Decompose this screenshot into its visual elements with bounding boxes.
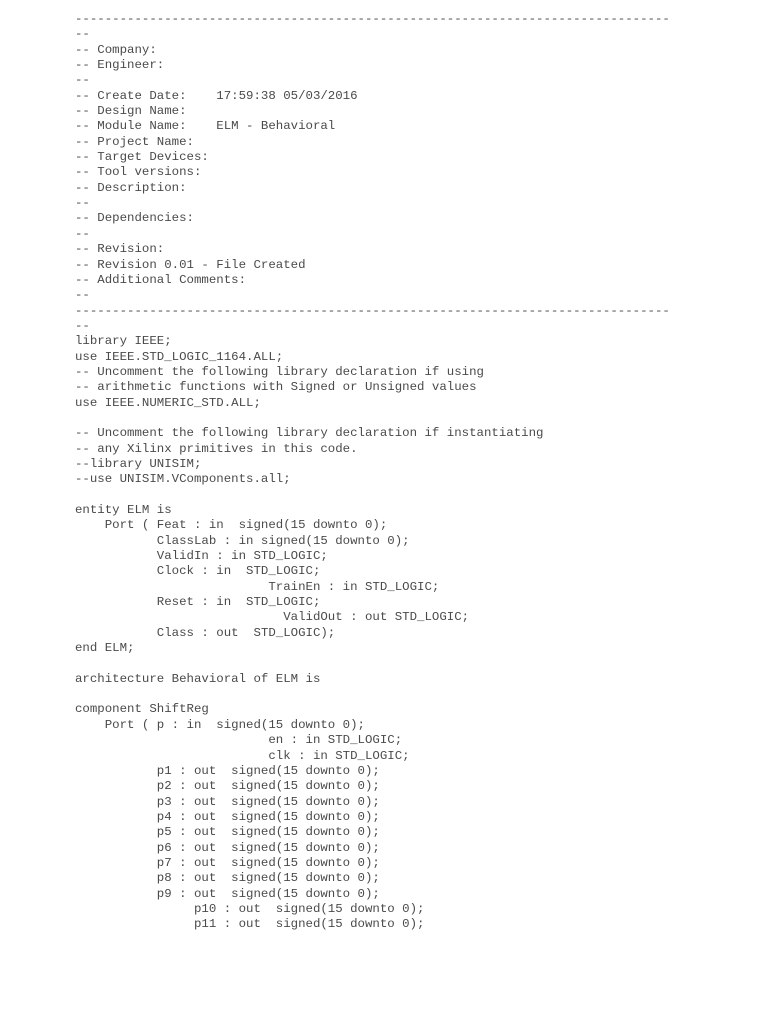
code-line: -- [75,27,90,42]
code-line: ClassLab : in signed(15 downto 0); [75,533,410,548]
code-line: -- Dependencies: [75,211,194,226]
code-line: clk : in STD_LOGIC; [75,748,410,763]
code-line: -- Uncomment the following library declaration if using [75,364,484,379]
code-line: use IEEE.STD_LOGIC_1164.ALL; [75,349,284,364]
code-line: p2 : out signed(15 downto 0); [75,779,380,794]
code-line: -- Revision: [75,242,165,257]
code-line: -------------------------------------------------------------------------------- [75,12,670,26]
code-line: -- Target Devices: [75,150,209,165]
code-line: ValidIn : in STD_LOGIC; [75,549,328,564]
code-line: -- [75,288,90,303]
code-line: ValidOut : out STD_LOGIC; [75,610,470,625]
code-line: -- Tool versions: [75,165,202,180]
code-line [75,488,755,503]
code-line: -- [75,318,90,333]
code-line: architecture Behavioral of ELM is [75,671,321,686]
code-line: end ELM; [75,641,135,656]
code-line: -- Project Name: [75,134,194,149]
code-line: -- [75,226,90,241]
code-line: p10 : out signed(15 downto 0); [75,901,425,916]
code-line: p7 : out signed(15 downto 0); [75,855,380,870]
code-line: -- Engineer: [75,58,165,73]
code-line: p5 : out signed(15 downto 0); [75,825,380,840]
code-line: component ShiftReg [75,702,209,717]
code-line: p8 : out signed(15 downto 0); [75,871,380,886]
code-line: use IEEE.NUMERIC_STD.ALL; [75,395,261,410]
code-line: -- Module Name: ELM - Behavioral [75,119,336,134]
code-line: p3 : out signed(15 downto 0); [75,794,380,809]
code-line: en : in STD_LOGIC; [75,733,403,748]
code-line: -- Create Date: 17:59:38 05/03/2016 [75,88,358,103]
vhdl-source-code [75,12,755,933]
code-line: -- Design Name: [75,104,187,119]
code-line [75,411,755,426]
code-line: Clock : in STD_LOGIC; [75,564,321,579]
code-line: p9 : out signed(15 downto 0); [75,886,380,901]
code-line: Port ( Feat : in signed(15 downto 0); [75,518,388,533]
code-line: --library UNISIM; [75,456,202,471]
code-line: -- Additional Comments: [75,272,247,287]
code-line: library IEEE; [75,334,172,349]
code-line: entity ELM is [75,503,172,517]
code-line: -- any Xilinx primitives in this code. [75,441,358,456]
code-line [75,687,755,702]
code-line: -------------------------------------------------------------------------------- [75,303,670,318]
code-line [75,656,755,671]
code-line: p6 : out signed(15 downto 0); [75,840,380,855]
code-line: p11 : out signed(15 downto 0); [75,917,425,932]
code-line: p4 : out signed(15 downto 0); [75,809,380,824]
code-line: TrainEn : in STD_LOGIC; [75,579,440,594]
code-line: Reset : in STD_LOGIC; [75,595,321,610]
code-line: -- Company: [75,42,157,57]
code-page [75,12,755,933]
code-line: Port ( p : in signed(15 downto 0); [75,717,365,732]
code-line: -- [75,196,90,211]
code-line: Class : out STD_LOGIC); [75,625,336,640]
code-line: --use UNISIM.VComponents.all; [75,472,291,487]
code-line: -- [75,73,90,88]
code-line: -- arithmetic functions with Signed or Unsigned values [75,380,477,395]
code-line: -- Revision 0.01 - File Created [75,257,306,272]
code-line: -- Description: [75,180,187,195]
code-line: -- Uncomment the following library declaration if instantiating [75,426,544,441]
code-line: p1 : out signed(15 downto 0); [75,763,380,778]
